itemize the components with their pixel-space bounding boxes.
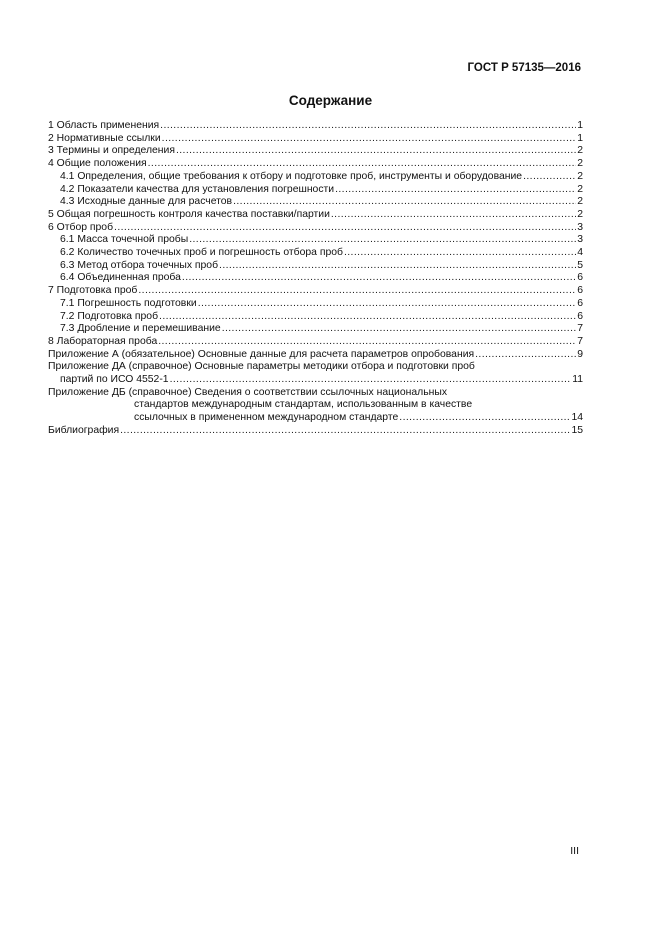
toc-leader bbox=[159, 311, 576, 324]
toc-entry bbox=[48, 349, 583, 362]
toc-entry-label: 4.3 Исходные данные для расчетов bbox=[60, 196, 233, 208]
toc-page-number: 2 bbox=[577, 183, 583, 195]
toc-page-number: 5 bbox=[577, 259, 583, 271]
toc-page-number: 2 bbox=[577, 170, 583, 182]
toc-page-number: 4 bbox=[577, 247, 583, 259]
toc-entry-continuation: ссылочных в примененном международном стандарте bbox=[134, 412, 399, 424]
toc-entry bbox=[48, 234, 583, 247]
toc-leader bbox=[523, 171, 576, 184]
toc-leader bbox=[222, 323, 577, 336]
toc-leader bbox=[399, 412, 570, 425]
toc-entry-label: 6 Отбор проб bbox=[48, 221, 114, 233]
toc-entry bbox=[48, 133, 583, 146]
toc-page-number: 14 bbox=[571, 412, 583, 424]
toc-page-number: 6 bbox=[577, 285, 583, 297]
toc-entry bbox=[48, 311, 583, 324]
toc-leader bbox=[335, 184, 576, 197]
toc-entry bbox=[48, 323, 583, 336]
toc-entry bbox=[48, 425, 583, 438]
toc-entry-label: Приложение ДБ (справочное) Сведения о соответствии ссылочных национальных bbox=[48, 386, 448, 398]
toc-entry bbox=[48, 120, 583, 133]
toc-page-number: 2 bbox=[577, 145, 583, 157]
toc-leader bbox=[114, 222, 576, 235]
toc-entry bbox=[48, 260, 583, 273]
toc-entry-label: 4.2 Показатели качества для установления погрешности bbox=[60, 183, 335, 195]
page-number: III bbox=[570, 845, 579, 857]
toc-leader bbox=[162, 133, 577, 146]
toc-page-number: 6 bbox=[577, 272, 583, 284]
toc-page-number: 1 bbox=[577, 132, 583, 144]
toc-entry-label: 2 Нормативные ссылки bbox=[48, 132, 161, 144]
toc-entry bbox=[48, 158, 583, 171]
toc-leader bbox=[331, 209, 576, 222]
table-of-contents bbox=[48, 120, 583, 438]
toc-entry-label: 8 Лабораторная проба bbox=[48, 335, 158, 347]
toc-leader bbox=[148, 158, 577, 171]
toc-entry bbox=[48, 336, 583, 349]
toc-entry bbox=[48, 184, 583, 197]
toc-page-number: 15 bbox=[571, 424, 583, 436]
toc-entry bbox=[48, 222, 583, 235]
toc-page-number: 7 bbox=[577, 335, 583, 347]
toc-leader bbox=[189, 234, 576, 247]
toc-entry-label: 7.3 Дробление и перемешивание bbox=[60, 323, 221, 335]
toc-page-number: 9 bbox=[577, 348, 583, 360]
toc-page-number: 6 bbox=[577, 310, 583, 322]
toc-entry-label: 7.2 Подготовка проб bbox=[60, 310, 159, 322]
toc-page-number: 11 bbox=[572, 374, 583, 386]
toc-page-number: 2 bbox=[577, 208, 583, 220]
toc-entry-continuation: стандартов международным стандартам, использованным в качестве bbox=[134, 399, 473, 411]
toc-page-number: 6 bbox=[577, 297, 583, 309]
toc-leader bbox=[138, 285, 576, 298]
toc-entry bbox=[48, 209, 583, 222]
toc-entry-label: 1 Область применения bbox=[48, 120, 160, 131]
toc-page-number: 2 bbox=[577, 196, 583, 208]
toc-entry-label: 4.1 Определения, общие требования к отбору и подготовке проб, инструменты и оборудование bbox=[60, 170, 523, 182]
toc-entry-label: 3 Термины и определения bbox=[48, 145, 175, 157]
toc-leader bbox=[158, 336, 576, 349]
toc-leader bbox=[475, 349, 576, 362]
toc-entry bbox=[48, 298, 583, 311]
toc-page-number: 1 bbox=[577, 120, 583, 131]
toc-entry-label: 5 Общая погрешность контроля качества поставки/партии bbox=[48, 208, 330, 220]
toc-leader bbox=[219, 260, 576, 273]
toc-entry-label: 6.2 Количество точечных проб и погрешность отбора проб bbox=[60, 247, 343, 259]
toc-entry bbox=[48, 196, 583, 209]
toc-entry-label: 4 Общие положения bbox=[48, 158, 147, 170]
toc-entry-label: Библиография bbox=[48, 424, 120, 436]
toc-leader bbox=[344, 247, 576, 260]
page-title: Содержание bbox=[288, 93, 373, 108]
toc-leader bbox=[160, 120, 576, 133]
toc-entry-label: 6.1 Масса точечной пробы bbox=[60, 234, 189, 246]
toc-entry bbox=[48, 272, 583, 285]
toc-leader bbox=[233, 196, 576, 209]
toc-entry-label: Приложение ДА (справочное) Основные параметры методики отбора и подготовки проб bbox=[48, 361, 475, 373]
toc-leader bbox=[176, 145, 576, 158]
toc-page-number: 3 bbox=[577, 221, 583, 233]
toc-entry bbox=[48, 412, 583, 425]
toc-entry bbox=[48, 247, 583, 260]
toc-page-number: 2 bbox=[577, 158, 583, 170]
toc-page-number: 3 bbox=[577, 234, 583, 246]
toc-entry bbox=[48, 285, 583, 298]
toc-entry-label: 7 Подготовка проб bbox=[48, 285, 138, 297]
toc-entry-label: 7.1 Погрешность подготовки bbox=[60, 297, 197, 309]
toc-entry-continuation: партий по ИСО 4552-1 bbox=[60, 374, 169, 386]
toc-entry-label: Приложение А (обязательное) Основные данные для расчета параметров опробования bbox=[48, 348, 475, 360]
toc-leader bbox=[198, 298, 577, 311]
toc-entry bbox=[48, 145, 583, 158]
document-header: ГОСТ Р 57135—2016 bbox=[467, 62, 581, 74]
toc-entry bbox=[48, 171, 583, 184]
toc-page-number: 7 bbox=[577, 323, 583, 335]
toc-entry-label: 6.3 Метод отбора точечных проб bbox=[60, 259, 219, 271]
toc-leader bbox=[170, 374, 572, 387]
toc-entry bbox=[48, 374, 583, 387]
toc-entry-label: 6.4 Объединенная проба bbox=[60, 272, 181, 284]
toc-leader bbox=[120, 425, 570, 438]
toc-leader bbox=[182, 272, 576, 285]
